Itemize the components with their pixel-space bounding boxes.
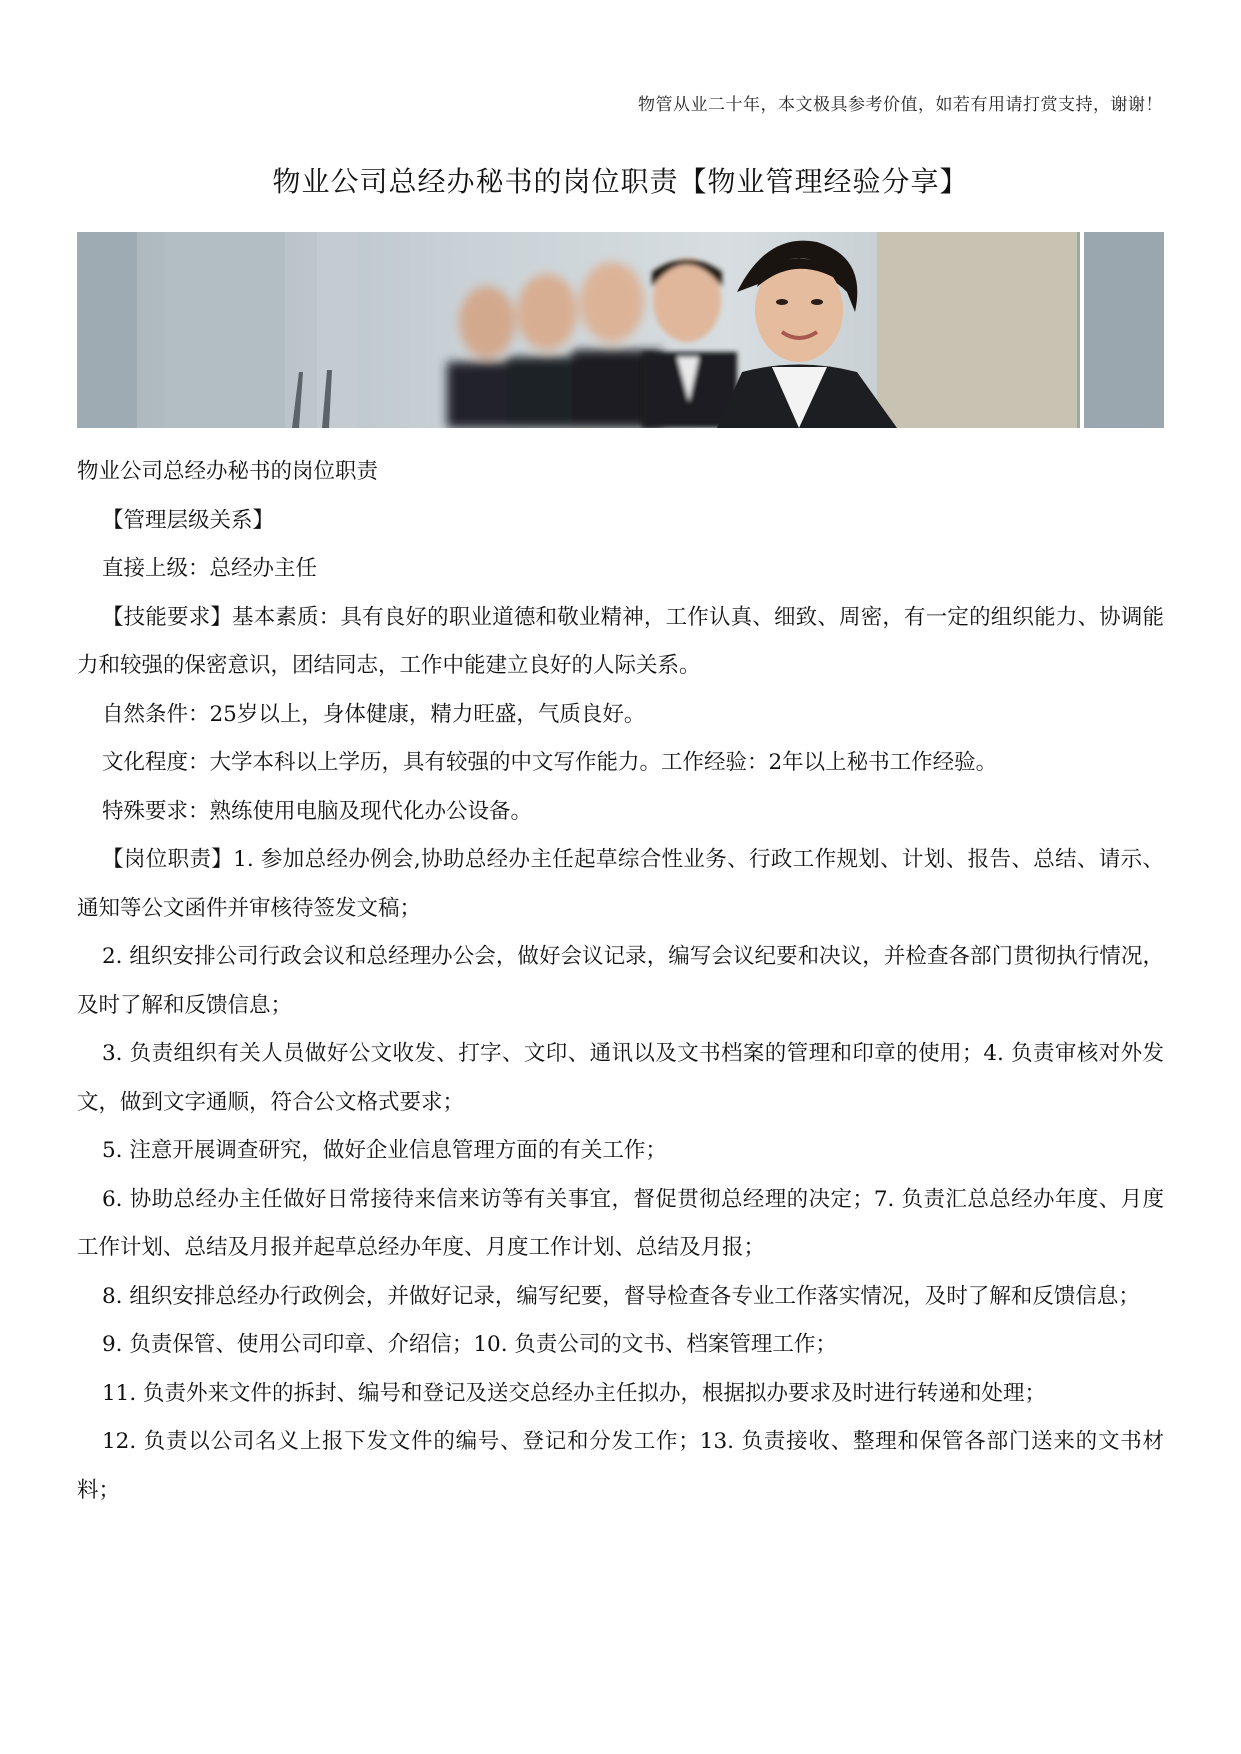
document-body xyxy=(77,448,1164,1515)
paragraph-special-requirements: 特殊要求：熟练使用电脑及现代化办公设备。 xyxy=(102,798,533,824)
paragraph-duty-6-7: 6. 协助总经办主任做好日常接待来信来访等有关事宜，督促贯彻总经理的决定；7. 负责汇总总经办年度、月度工作计划、总结及月报并起草总经办年度、月度工作计划、总结及月报； xyxy=(77,1186,1164,1260)
paragraph-duty-11: 11. 负责外来文件的拆封、编号和登记及送交总经办主任拟办，根据拟办要求及时进行转递和处理； xyxy=(102,1380,1047,1406)
page-title: 物业公司总经办秘书的岗位职责【物业管理经验分享】 xyxy=(272,165,969,198)
paragraph-duty-9-10: 9. 负责保管、使用公司印章、介绍信；10. 负责公司的文书、档案管理工作； xyxy=(102,1332,837,1357)
paragraph-natural-conditions: 自然条件：25岁以上，身体健康，精力旺盛，气质良好。 xyxy=(102,701,646,727)
paragraph-duty-1: 【岗位职责】1. 参加总经办例会,协助总经办主任起草综合性业务、行政工作规划、计划、报告、总结、请示、通知等公文函件并审核待签发文稿； xyxy=(77,847,1164,921)
paragraph-duty-5: 5. 注意开展调查研究，做好企业信息管理方面的有关工作； xyxy=(102,1138,667,1163)
paragraph-duty-8: 8. 组织安排总经办行政例会，并做好记录，编写纪要，督导检查各专业工作落实情况，及时了解和反馈信息； xyxy=(102,1283,1140,1309)
paragraph-duty-3-4: 3. 负责组织有关人员做好公文收发、打字、文印、通讯以及文书档案的管理和印章的使用；4. 负责审核对外发文，做到文字通顺，符合公文格式要求； xyxy=(77,1041,1164,1115)
paragraph-management-level: 【管理层级关系】 xyxy=(102,507,275,533)
section-heading: 物业公司总经办秘书的岗位职责 xyxy=(77,459,379,484)
paragraph-duty-12-13: 12. 负责以公司名义上报下发文件的编号、登记和分发工作；13. 负责接收、整理和保管各部门送来的文书材料； xyxy=(77,1429,1164,1503)
paragraph-direct-superior: 直接上级：总经办主任 xyxy=(102,556,318,581)
office-team-photo-icon xyxy=(77,232,1164,428)
paragraph-duty-2: 2. 组织安排公司行政会议和总经理办公会，做好会议记录，编写会议纪要和决议，并检查各部门贯彻执行情况，及时了解和反馈信息； xyxy=(77,944,1164,1018)
header-note: 物管从业二十年，本文极具参考价值，如若有用请打赏支持，谢谢！ xyxy=(638,95,1163,115)
banner-image xyxy=(77,232,1164,428)
paragraph-skill-requirements: 【技能要求】基本素质：具有良好的职业道德和敬业精神，工作认真、细致、周密，有一定的组织能力、协调能力和较强的保密意识，团结同志，工作中能建立良好的人际关系。 xyxy=(77,604,1164,678)
paragraph-education: 文化程度：大学本科以上学历，具有较强的中文写作能力。工作经验：2年以上秘书工作经验。 xyxy=(102,750,998,775)
